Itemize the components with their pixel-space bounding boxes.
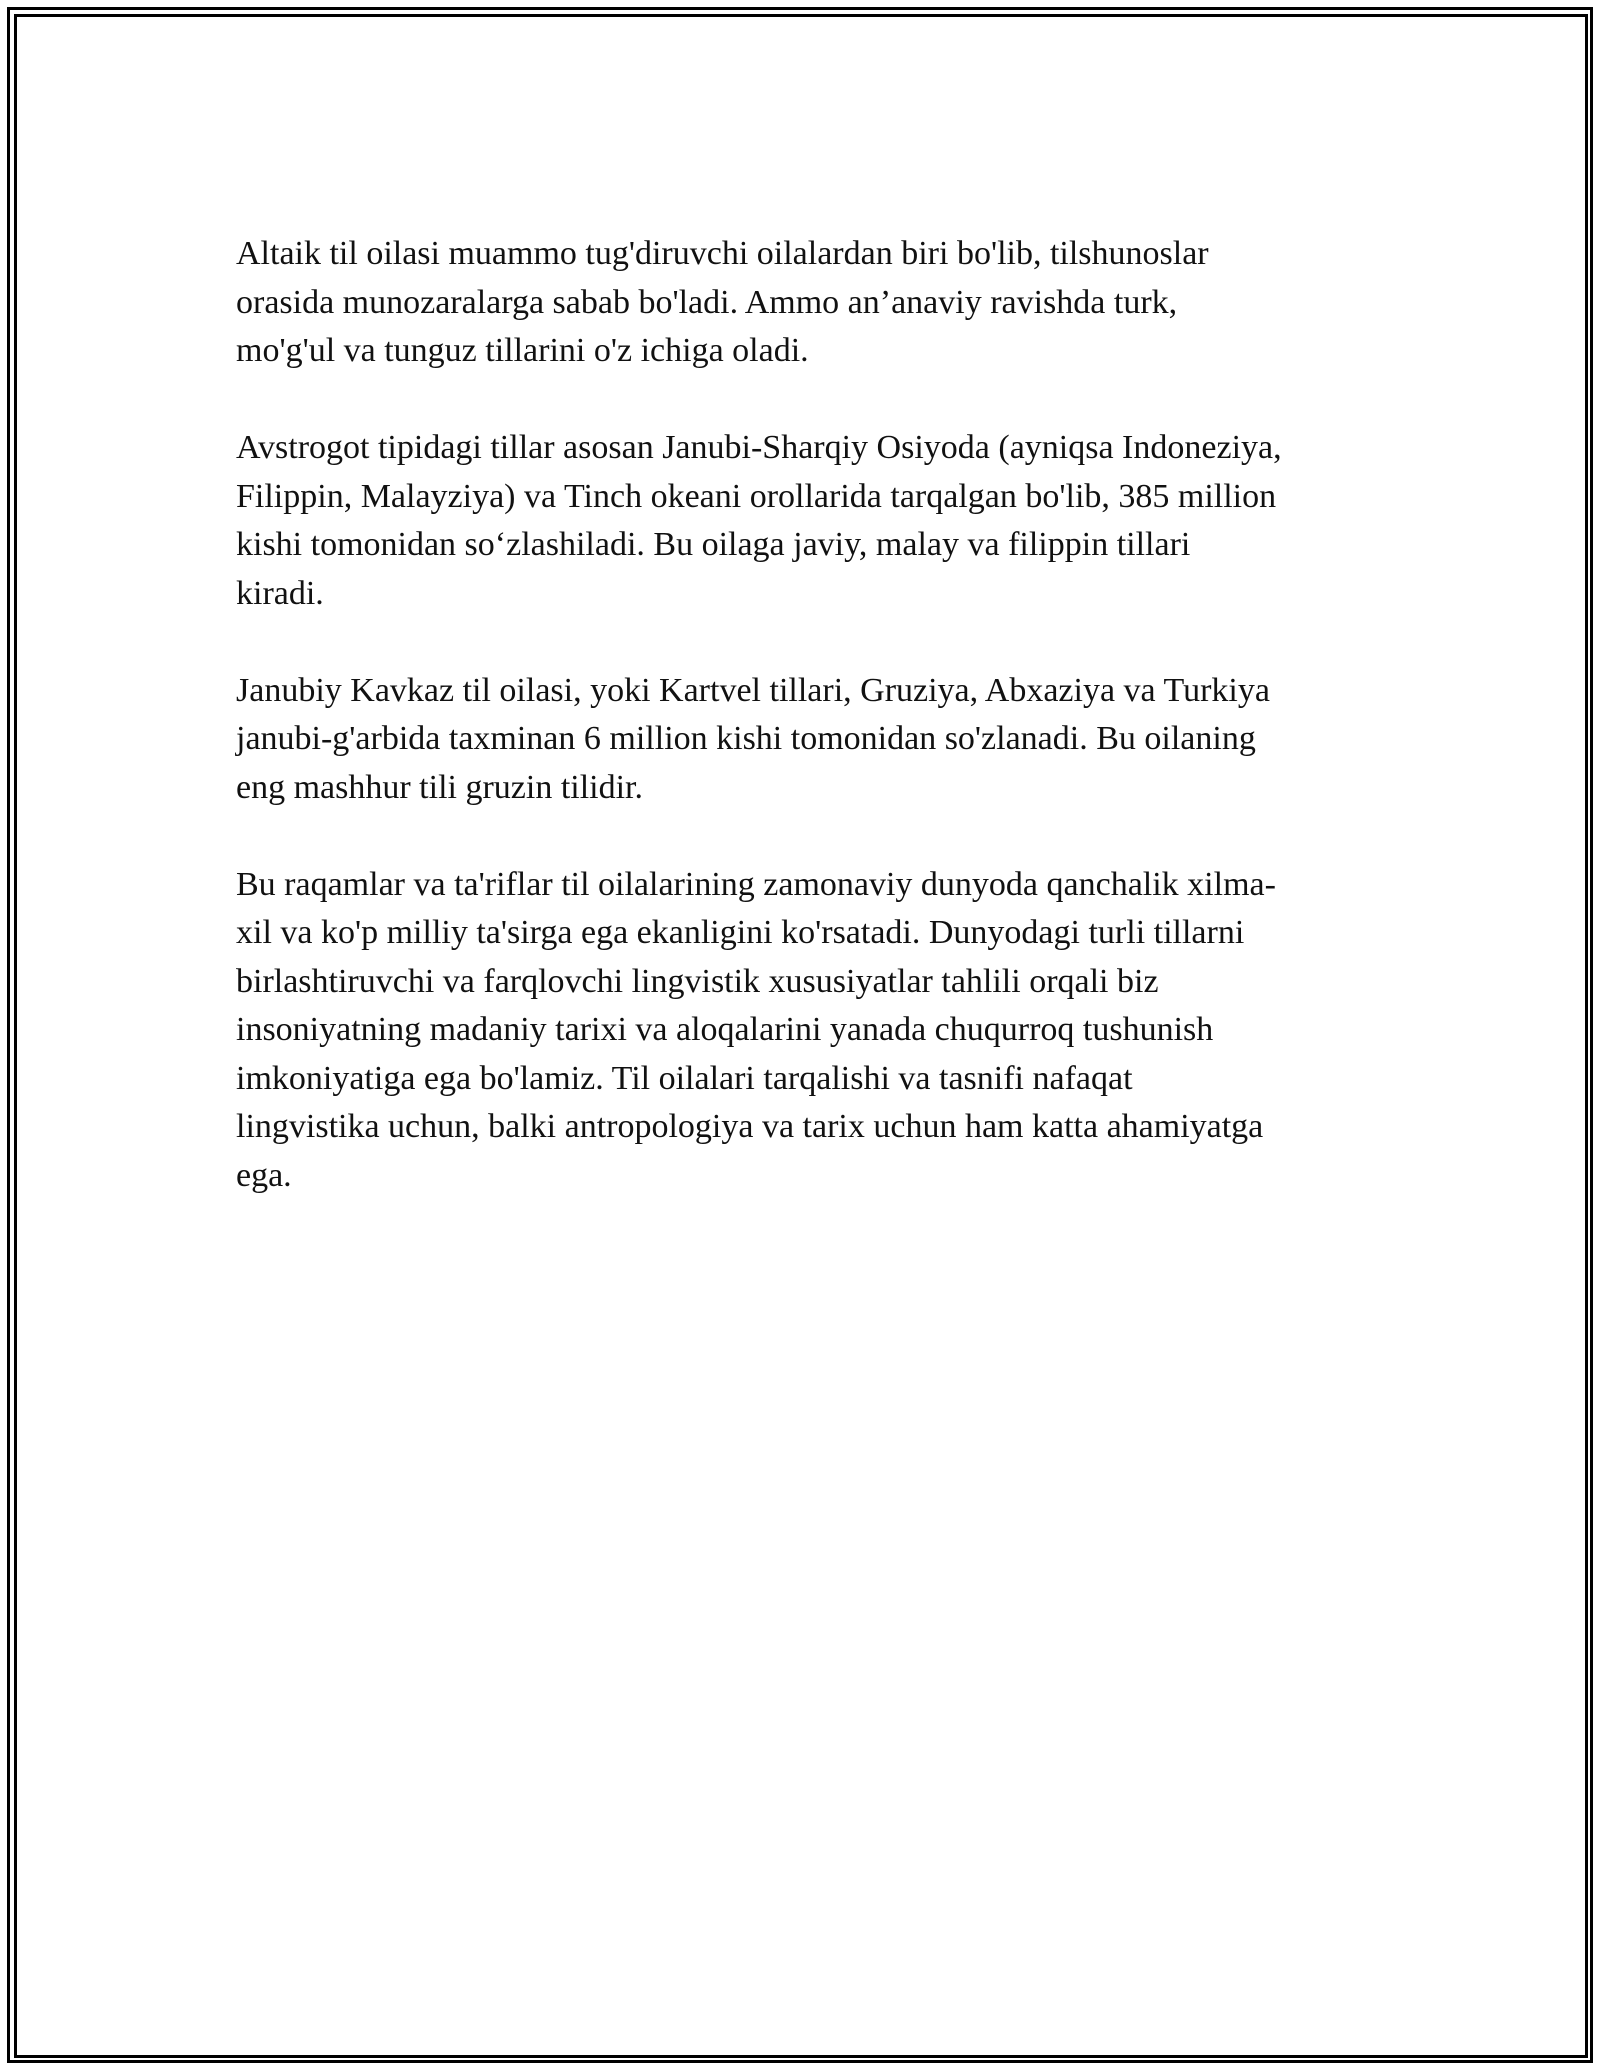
text-line: mo'g'ul va tunguz tillarini o'z ichiga oladi.: [236, 332, 809, 369]
text-line: Janubiy Kavkaz til oilasi, yoki Kartvel tillari, Gruziya, Abxaziya va Turkiya: [236, 671, 1270, 709]
paragraph-south-caucasian: [236, 667, 1366, 813]
text-line: Filippin, Malayziya) va Tinch okeani orollarida tarqalgan bo'lib, 385 million: [236, 477, 1277, 515]
text-line: birlashtiruvchi va farqlovchi lingvistik xususiyatlar tahlili orqali biz: [236, 962, 1159, 1000]
paragraph-altaic: [236, 230, 1366, 376]
text-line: lingvistika uchun, balki antropologiya va tarix uchun ham katta ahamiyatga: [236, 1108, 1264, 1145]
text-line: Altaik til oilasi muammo tug'diruvchi oilalardan biri bo'lib, tilshunoslar: [236, 235, 1209, 272]
paragraph-conclusion: [236, 861, 1366, 1201]
text-line: kiradi.: [236, 574, 324, 612]
text-line: xil va ko'p milliy ta'sirga ega ekanligini ko'rsatadi. Dunyodagi turli tillarni: [236, 914, 1245, 951]
text-line: Bu raqamlar va ta'riflar til oilalarining zamonaviy dunyoda qanchalik xilma-: [236, 865, 1276, 903]
paragraph-austronesian: [236, 424, 1366, 618]
text-line: eng mashhur tili gruzin tilidir.: [236, 768, 644, 806]
text-line: kishi tomonidan so‘zlashiladi. Bu oilaga javiy, malay va filippin tillari: [236, 526, 1191, 563]
text-line: insoniyatning madaniy tarixi va aloqalarini yanada chuqurroq tushunish: [236, 1011, 1214, 1048]
text-line: janubi-g'arbida taxminan 6 million kishi tomonidan so'zlanadi. Bu oilaning: [236, 720, 1256, 757]
text-line: imkoniyatiga ega bo'lamiz. Til oilalari tarqalishi va tasnifi nafaqat: [236, 1059, 1133, 1097]
text-line: ega.: [236, 1156, 292, 1194]
text-line: orasida munozaralarga sabab bo'ladi. Ammo an’anaviy ravishda turk,: [236, 283, 1178, 321]
text-line: Avstrogot tipidagi tillar asosan Janubi-Sharqiy Osiyoda (ayniqsa Indoneziya,: [236, 429, 1282, 466]
document-body: [236, 230, 1366, 1249]
